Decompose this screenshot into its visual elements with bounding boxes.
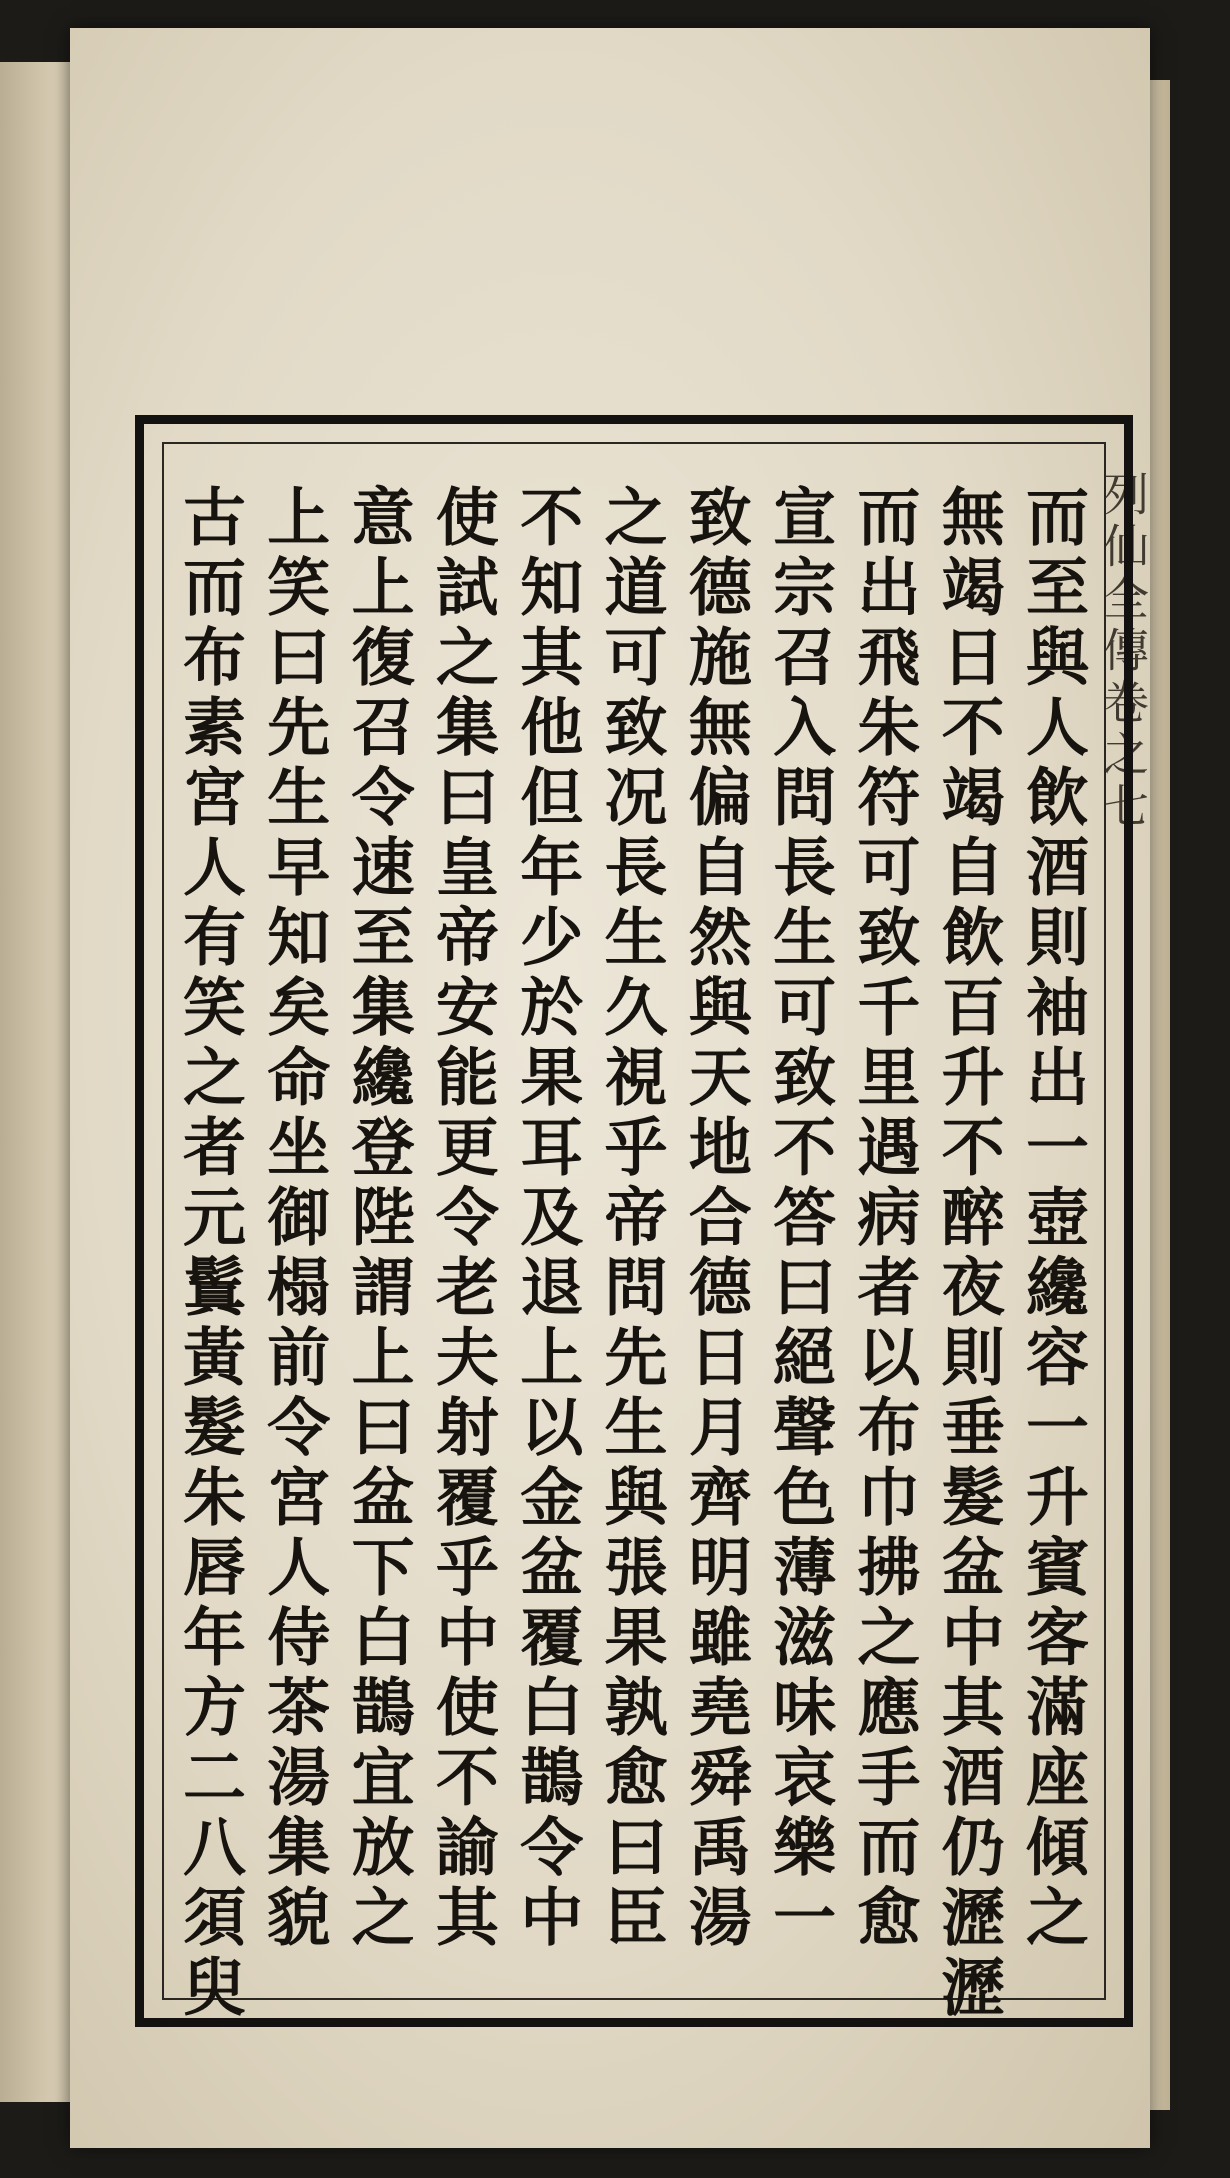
text-column: 上笑曰先生早知矣命坐御榻前令宮人侍茶湯集貌: [257, 484, 332, 1954]
text-column: 而至與人飲酒則袖出一壺纔容一升賓客滿座傾之: [1015, 484, 1090, 1954]
text-column: 無竭日不竭自飲百升不醉夜則垂髮盆中其酒仍瀝瀝: [931, 484, 1006, 2024]
margin-title: 列仙全傳卷之七: [1096, 470, 1150, 834]
text-column: 宣宗召入問長生可致不答曰絕聲色薄滋味哀樂一: [763, 484, 838, 1954]
text-column: 而出飛朱符可致千里遇病者以布巾拂之應手而愈: [847, 484, 922, 1954]
text-column: 致德施無偏自然與天地合德日月齊明雖堯舜禹湯: [678, 484, 753, 1954]
text-column: 使試之集曰皇帝安能更令老夫射覆乎中使不諭其: [425, 484, 500, 1954]
text-columns: [173, 484, 1090, 2024]
text-column: 不知其他但年少於果耳及退上以金盆覆白鵲令中: [510, 484, 585, 1954]
text-column: 之道可致况長生久視乎帝問先生與張果孰愈曰臣: [594, 484, 669, 1954]
text-column: 意上復召令速至集纔登陛謂上曰盆下白鵲宜放之: [341, 484, 416, 1954]
text-column: 古而布素宮人有笑之者元鬒黃髮朱唇年方二八須臾: [173, 484, 247, 2024]
text-frame: [135, 415, 1133, 2027]
